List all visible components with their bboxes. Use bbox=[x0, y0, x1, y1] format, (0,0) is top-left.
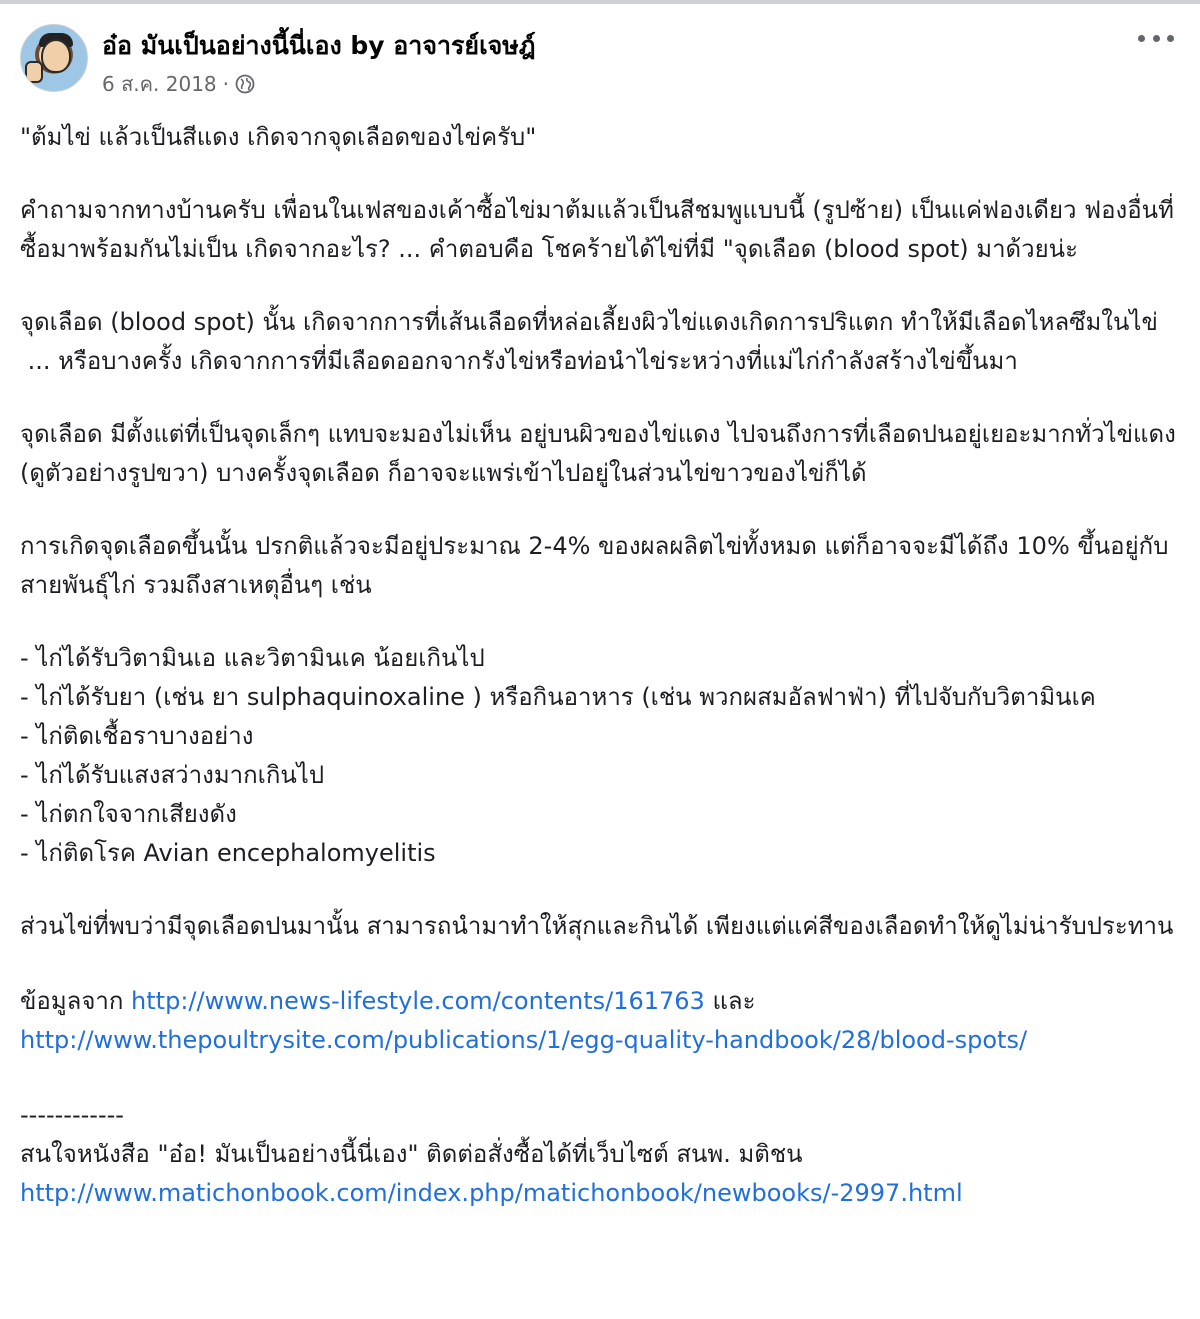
post-paragraph: ส่วนไข่ที่พบว่ามีจุดเลือดปนมานั้น สามารถนำมาทำให้สุกและกินได้ เพียงแต่แค่สีของเลือดทำให้ดูไม่น่ารับประทาน bbox=[20, 912, 1174, 940]
divider: ------------ bbox=[20, 1101, 124, 1129]
post-paragraph: ... หรือบางครั้ง เกิดจากการที่มีเลือดออกจากรังไข่หรือท่อนำไข่ระหว่างที่แม่ไก่กำลังสร้างไข่ขึ้นมา bbox=[20, 347, 1018, 375]
list-item: - ไก่ติดเชื้อราบางอย่าง bbox=[20, 722, 254, 750]
book-link-matichon[interactable]: http://www.matichonbook.com/index.php/matichonbook/newbooks/-2997.html bbox=[20, 1179, 963, 1207]
post-date[interactable]: 6 ส.ค. 2018 bbox=[102, 72, 217, 96]
post-paragraph: การเกิดจุดเลือดขึ้นนั้น ปรกติแล้วจะมีอยู่ประมาณ 2-4% ของผลผลิตไข่ทั้งหมด แต่ก็อาจจะมีได้ถึง 10% ขึ้นอยู่กับสายพันธุ์ไก่ รวมถึงสาเหตุอื่นๆ เช่น bbox=[20, 532, 1169, 599]
avatar-face bbox=[41, 39, 71, 73]
globe-icon[interactable] bbox=[235, 74, 255, 94]
book-promo: สนใจหนังสือ "อ๋อ! มันเป็นอย่างนี้นี่เอง" ติดต่อสั่งซื้อได้ที่เว็บไซต์ สนพ. มติชน bbox=[20, 1140, 803, 1168]
more-dot bbox=[1138, 35, 1145, 42]
page-name[interactable]: อ๋อ มันเป็นอย่างนี้นี่เอง by อาจารย์เจษฎ์ bbox=[102, 31, 536, 60]
more-dot bbox=[1153, 35, 1160, 42]
source-line bbox=[20, 982, 1182, 1021]
avatar[interactable] bbox=[20, 24, 88, 92]
top-border bbox=[0, 0, 1200, 4]
source-link-thepoultrysite[interactable]: http://www.thepoultrysite.com/publications/1/egg-quality-handbook/28/blood-spots/ bbox=[20, 1026, 1028, 1054]
avatar-thumb bbox=[25, 61, 43, 83]
list-item: - ไก่ได้รับแสงสว่างมากเกินไป bbox=[20, 761, 325, 789]
source-prefix: ข้อมูลจาก bbox=[20, 987, 132, 1015]
source-line-2 bbox=[20, 1021, 1182, 1060]
source-link-news-lifestyle[interactable]: http://www.news-lifestyle.com/contents/161763 bbox=[131, 987, 705, 1015]
post-paragraph: จุดเลือด (blood spot) นั้น เกิดจากการที่เส้นเลือดที่หล่อเลี้ยงผิวไข่แดงเกิดการปริแตก ทำให้มีเลือดไหลซึมในไข่ bbox=[20, 308, 1158, 336]
post-headline: "ต้มไข่ แล้วเป็นสีแดง เกิดจากจุดเลือดของไข่ครับ" bbox=[20, 123, 537, 151]
meta-separator: · bbox=[222, 72, 229, 96]
source-and: และ bbox=[704, 987, 756, 1015]
post-paragraph: คำถามจากทางบ้านครับ เพื่อนในเฟสของเค้าซื้อไข่มาต้มแล้วเป็นสีชมพูแบบนี้ (รูปซ้าย) เป็นแค่ฟองเดียว ฟองอื่นที่ซื้อมาพร้อมกันไม่เป็น เกิดจากอะไร? ... คำตอบคือ โชคร้ายได้ไข่ที่มี "จุดเลือด (blood spot) มาด้วยน่ะ bbox=[20, 196, 1174, 263]
post-meta bbox=[102, 68, 255, 100]
book-link-line bbox=[20, 1174, 1182, 1213]
more-dot bbox=[1167, 35, 1174, 42]
post-body bbox=[20, 118, 1182, 1213]
more-options-icon[interactable] bbox=[1138, 26, 1174, 50]
list-item: - ไก่ติดโรค Avian encephalomyelitis bbox=[20, 839, 436, 867]
list-item: - ไก่ตกใจจากเสียงดัง bbox=[20, 800, 237, 828]
post-paragraph: จุดเลือด มีตั้งแต่ที่เป็นจุดเล็กๆ แทบจะมองไม่เห็น อยู่บนผิวของไข่แดง ไปจนถึงการที่เลือดปนอยู่เยอะมากทั่วไข่แดง (ดูตัวอย่างรูปขวา) บางครั้งจุดเลือด ก็อาจจะแพร่เข้าไปอยู่ในส่วนไข่ขาวของไข่ก็ได้ bbox=[20, 420, 1184, 487]
list-item: - ไก่ได้รับวิตามินเอ และวิตามินเค น้อยเกินไป bbox=[20, 644, 485, 672]
post-header bbox=[20, 22, 1180, 96]
list-item: - ไก่ได้รับยา (เช่น ยา sulphaquinoxaline ) หรือกินอาหาร (เช่น พวกผสมอัลฟาฟ่า) ที่ไปจับกับวิตามินเค bbox=[20, 683, 1096, 711]
